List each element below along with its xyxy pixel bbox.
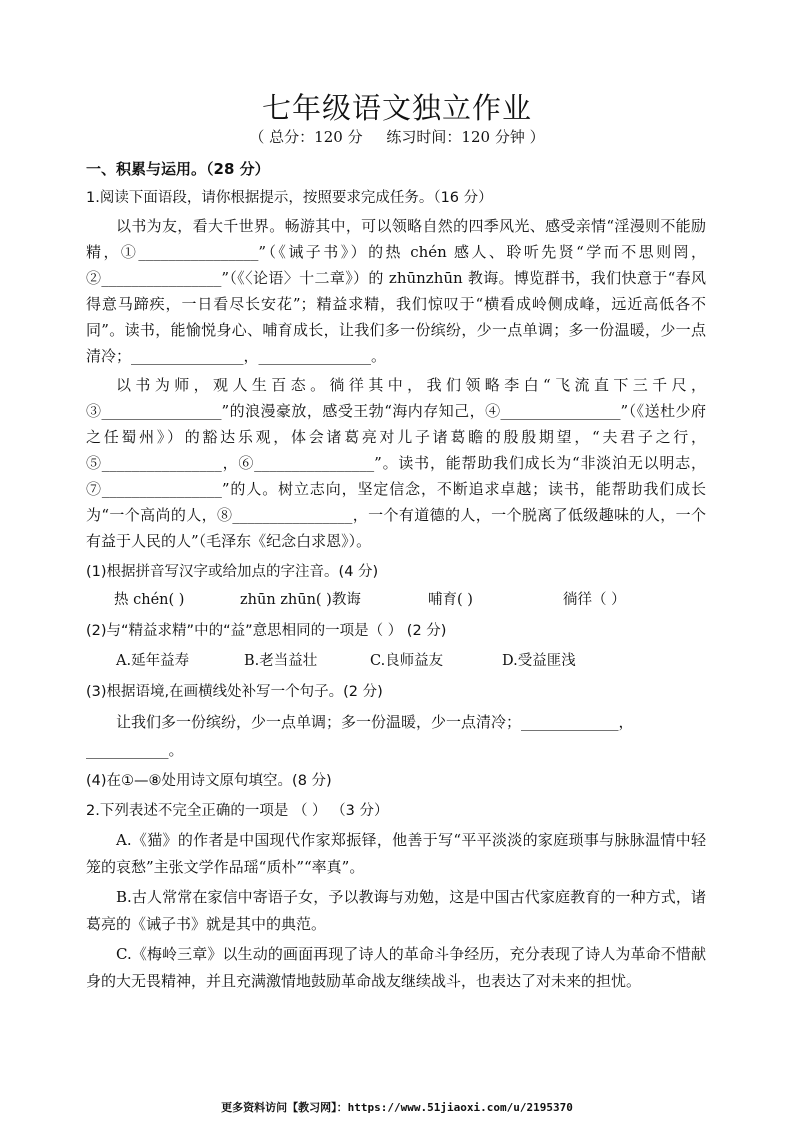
option-d: D.受益匪浅 xyxy=(502,653,576,669)
subquestion-1: (1)根据拼音写汉字或给加点的字注音。(4 分) xyxy=(86,564,379,580)
question-2-option-c: C.《梅岭三章》以生动的画面再现了诗人的革命斗争经历，充分表现了诗人为革命不惜献身的大无畏精神，并且充满激情地鼓励革命战友继续战斗，也表达了对未来的担忧。 xyxy=(86,945,706,990)
pinyin-item: 徜徉（ ） xyxy=(563,592,626,608)
question-2-option-b: B.古人常常在家信中寄语子女，予以教诲与劝勉，这是中国古代家庭教育的一种方式，诸葛亮的《诫子书》就是其中的典范。 xyxy=(86,888,706,933)
page-subtitle: （ 总分：120 分 练习时间：120 分钟 ） xyxy=(249,128,545,146)
pinyin-item: 热 chén( ) xyxy=(114,592,185,608)
option-b: B.老当益壮 xyxy=(244,653,318,669)
question-2-option-a: A.《猫》的作者是中国现代作家郑振铎，他善于写“平平淡淡的家庭琐事与脉脉温情中轻笼的哀愁”主张文学作品瑶“质朴”“率真”。 xyxy=(86,831,706,876)
pinyin-item: 哺育( ) xyxy=(428,592,473,608)
question-1-paragraph-2: 以书为师，观人生百态。徜徉其中，我们领略李白“飞流直下三千尺，③________________”的浪漫豪放，感受王勃“海内存知己，④________________”（《送杜少府之任蜀州》）的豁达乐观，体会诸葛亮对儿子诸葛瞻的殷殷期望，“夫君子之行，⑤________________，⑥________________”。读书，能帮助我们成长为“非淡泊无以明志，⑦________________”的人。树立志向，坚定信念，不断追求卓越；读书，能帮助我们成长为“一个高尚的人，⑧________________，一个有道德的人，一个脱离了低级趣味的人，一个有益于人民的人”（毛泽东《纪念白求恩》）。 xyxy=(86,376,706,550)
section-heading: 一、积累与运用。（28 分） xyxy=(86,160,270,178)
subquestion-3-line-2: ___________。 xyxy=(86,741,184,759)
question-2-stem: 2.下列表述不完全正确的一项是 （ ） （3 分） xyxy=(86,803,389,819)
pinyin-item: zhūn zhūn( )教诲 xyxy=(240,592,361,608)
page-title: 七年级语文独立作业 xyxy=(261,91,532,125)
footer-link[interactable]: 更多资料访问【教习网】：https://www.51jiaoxi.com/u/2195370 xyxy=(221,1101,573,1114)
subquestion-2: (2)与“精益求精”中的“益”意思相同的一项是（ ） (2 分) xyxy=(86,623,447,639)
option-a: A.延年益寿 xyxy=(116,653,190,669)
pinyin-row xyxy=(86,587,706,613)
exam-content xyxy=(86,156,706,995)
subquestion-3-line-1: 让我们多一份缤纷，少一点单调；多一份温暖，少一点清冷；_____________， xyxy=(116,713,634,731)
options-row xyxy=(86,648,706,674)
subquestion-4: (4)在①—⑧处用诗文原句填空。(8 分) xyxy=(86,773,332,789)
question-1-stem: 1.阅读下面语段，请你根据提示，按照要求完成任务。（16 分） xyxy=(86,190,493,206)
option-c: C.良师益友 xyxy=(370,653,444,669)
subquestion-3: (3)根据语境,在画横线处补写一个句子。(2 分) xyxy=(86,684,383,700)
question-1-paragraph-1: 以书为友，看大千世界。畅游其中，可以领略自然的四季风光、感受亲情“淫漫则不能励精，①________________”（《诫子书》）的热 chén 感人、聆听先贤“学而不思则罔，②________________”（《〈论语〉十二章》）的 zhūnzhūn 教诲。博览群书，我们快意于“春风得意马蹄疾，一日看尽长安花”；精益求精，我们惊叹于“横看成岭侧成峰，远近高低各不同”。读书，能愉悦身心、哺育成长，让我们多一份缤纷，少一点单调；多一份温暖，少一点清冷；_______________，_______________。 xyxy=(86,217,706,365)
